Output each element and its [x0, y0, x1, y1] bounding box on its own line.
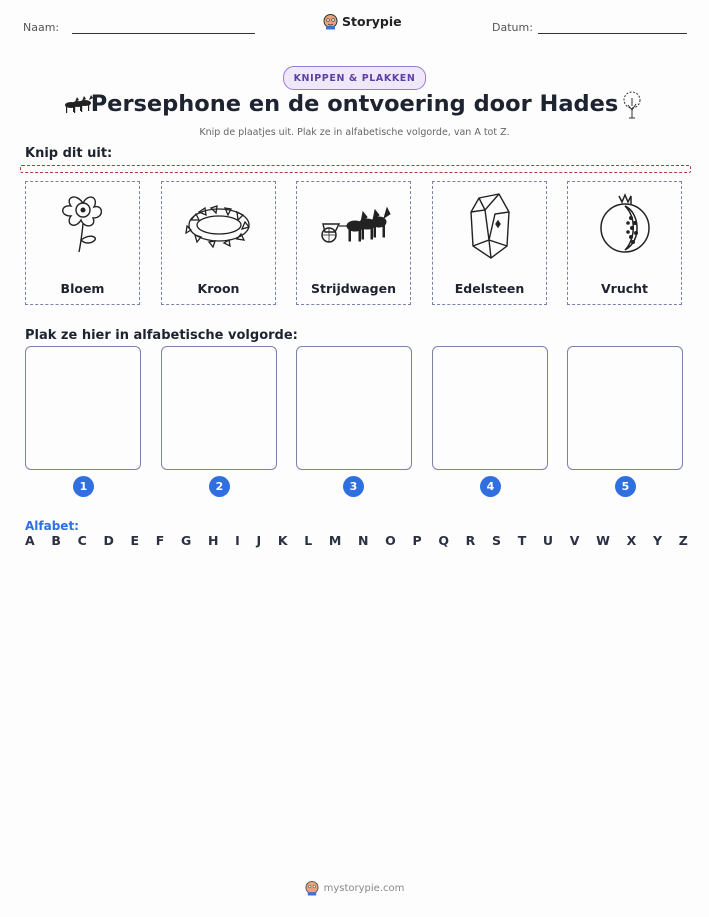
card-label: Strijdwagen — [311, 281, 396, 296]
cut-card-strijdwagen[interactable] — [296, 181, 411, 305]
cut-card-bloem[interactable] — [25, 181, 140, 305]
alphabet-letter: M — [328, 533, 342, 548]
tree-icon — [619, 90, 645, 120]
chariot-icon — [317, 190, 391, 260]
alphabet-letter: L — [304, 533, 313, 548]
card-label: Edelsteen — [454, 281, 525, 296]
wreath-crown-icon — [181, 190, 257, 260]
footer-url[interactable]: mystorypie.com — [323, 882, 405, 894]
slot-number-4: 4 — [480, 476, 501, 497]
alphabet-letter: V — [569, 533, 580, 548]
gem-icon — [465, 190, 515, 262]
card-label: Kroon — [197, 281, 240, 296]
alphabet-letter: S — [491, 533, 501, 548]
slot-number-2: 2 — [209, 476, 230, 497]
name-line[interactable] — [72, 33, 255, 34]
pomegranate-icon — [595, 190, 655, 260]
alphabet-letter: Q — [438, 533, 449, 548]
alphabet-letter: C — [77, 533, 87, 548]
storypie-mascot-icon — [305, 880, 319, 896]
instructions: Knip de plaatjes uit. Plak ze in alfabetische volgorde, van A tot Z. — [199, 127, 510, 138]
alphabet-letter: D — [103, 533, 114, 548]
slot-number-3: 3 — [343, 476, 364, 497]
paste-section-label: Plak ze hier in alfabetische volgorde: — [25, 328, 298, 343]
paste-slot-4[interactable] — [432, 346, 548, 470]
activity-badge: KNIPPEN & PLAKKEN — [283, 66, 427, 90]
storypie-mascot-icon — [323, 13, 338, 30]
alphabet-letter: N — [357, 533, 369, 548]
brand-name: Storypie — [342, 14, 402, 29]
flower-icon — [53, 190, 113, 260]
alphabet-letter: R — [465, 533, 476, 548]
card-label: Vrucht — [600, 281, 649, 296]
alphabet-letter: J — [256, 533, 262, 548]
paste-slot-2[interactable] — [161, 346, 277, 470]
alphabet-letter: W — [596, 533, 610, 548]
name-label: Naam: — [23, 21, 60, 34]
date-label: Datum: — [492, 21, 533, 34]
alphabet-letter: X — [626, 533, 637, 548]
paste-slot-3[interactable] — [296, 346, 412, 470]
footer — [0, 880, 709, 896]
date-line[interactable] — [538, 33, 687, 34]
alphabet-letter: O — [385, 533, 396, 548]
alphabet-letter: K — [277, 533, 288, 548]
alphabet-letter: T — [517, 533, 527, 548]
cut-card-vrucht[interactable] — [567, 181, 682, 305]
paste-slot-5[interactable] — [567, 346, 683, 470]
alphabet-label: Alfabet: — [25, 519, 79, 533]
slot-number-1: 1 — [73, 476, 94, 497]
cut-card-kroon[interactable] — [161, 181, 276, 305]
paste-slot-1[interactable] — [25, 346, 141, 470]
alphabet-letter: Y — [652, 533, 662, 548]
alphabet-letter: P — [412, 533, 422, 548]
alphabet-letter: E — [130, 533, 140, 548]
alphabet-letter: H — [207, 533, 219, 548]
alphabet-row — [25, 533, 688, 551]
card-label: Bloem — [60, 281, 105, 296]
cut-line — [20, 165, 691, 173]
page-title: Persephone en de ontvoering door Hades — [90, 91, 619, 117]
alphabet-letter: Z — [678, 533, 688, 548]
alphabet-letter: U — [542, 533, 554, 548]
alphabet-letter: B — [51, 533, 61, 548]
cut-card-edelsteen[interactable] — [432, 181, 547, 305]
slot-number-5: 5 — [615, 476, 636, 497]
alphabet-letter: I — [235, 533, 240, 548]
cut-section-label: Knip dit uit: — [25, 146, 113, 161]
brand-logo — [323, 13, 402, 30]
alphabet-letter: G — [181, 533, 192, 548]
alphabet-letter: A — [25, 533, 35, 548]
alphabet-letter: F — [155, 533, 165, 548]
